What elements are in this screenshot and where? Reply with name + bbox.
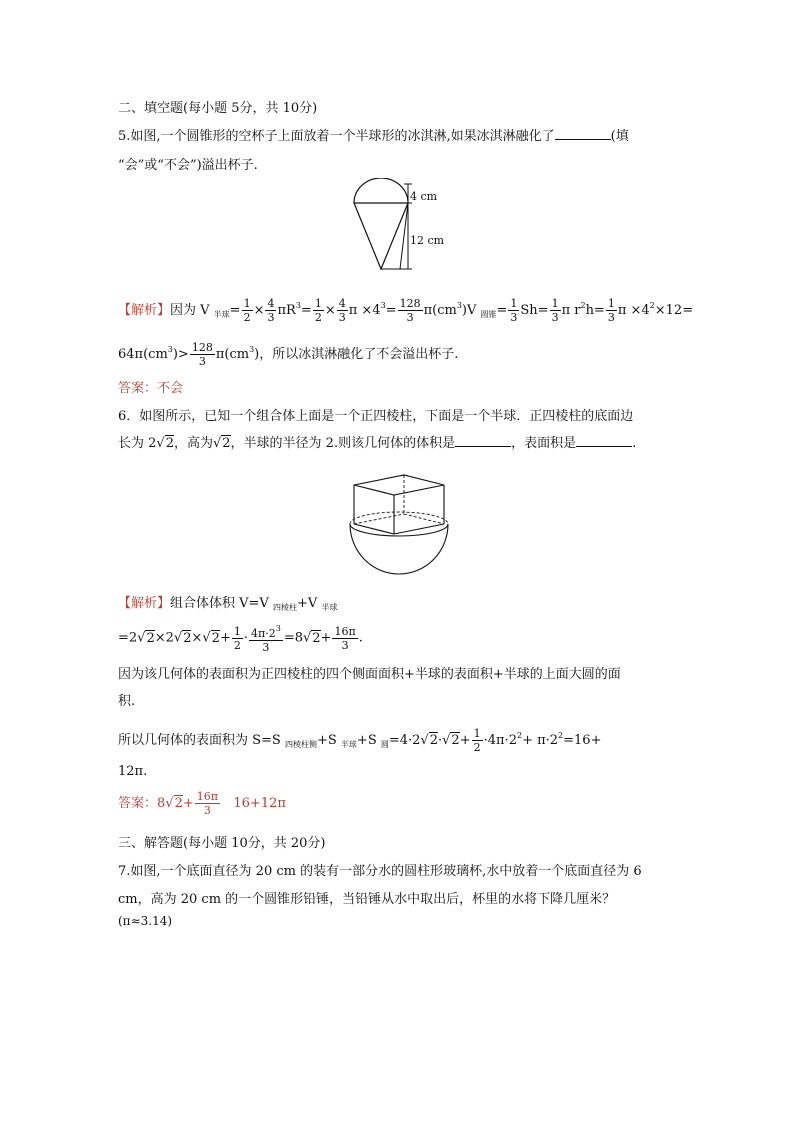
q5-text-line2: “会”或“不会”)溢出杯子. bbox=[118, 158, 258, 173]
q5-analysis-line1: 【解析】因为 V $_{半球}$= $\frac{1}{2}$ × $\frac{4}{3}$ $\pi R^3=$ $\frac{1}{2}$ × $\frac{4}{3}$ $\pi \times 4^3=$ $\frac{128}{3}$ $\pi(cm^3)V$ $_{圆锥}$= $\frac{1}{3}$ Sh= $\frac{1}{3}$ π $r^2h=$ $\frac{1}{3}$ $\pi \times 4^2\times 12=$ bbox=[118, 297, 694, 324]
q6-answer: 答案：8√2+ $\frac{16\pi}{3}$ 16+12π bbox=[118, 790, 286, 817]
q5-text-line1: 5.如图,一个圆锥形的空杯子上面放着一个半球形的冰淇淋,如果冰淇淋融化了 (填 bbox=[118, 129, 629, 144]
q5-analysis-line2: $64\pi(cm^3)>$ $\frac{128}{3}$ $\pi(cm^3)$，所以冰淇淋融化了不会溢出杯子. bbox=[118, 341, 459, 368]
q7-text-line2: cm，高为 20 cm 的一个圆锥形铅锤，当铅锤从水中取出后，杯里的水将下降几厘米？ bbox=[118, 892, 616, 907]
label-12cm: 12 cm bbox=[410, 234, 445, 247]
q6-analysis-line1: 【解析】组合体体积 V=V $_{四棱柱}$+V $_{半球}$ bbox=[118, 596, 338, 612]
q6-analysis-line4: 所以几何体的表面积为 S=S $_{四棱柱侧}$+S $_{半球}$+S $_圆$=4·2√2·√2+ $\frac{1}{2}$ $\cdot 4\pi\cdot 2^2+ \pi\cdot 2^2=16+$ bbox=[118, 727, 602, 754]
q6-volume-blank bbox=[455, 434, 511, 447]
q6-area-blank bbox=[576, 434, 632, 447]
q6-text-line2: 长为 2√2，高为√2，半球的半径为 2.则该几何体的体积是 ，表面积是 . bbox=[118, 436, 637, 451]
prism-hemisphere-diagram bbox=[345, 470, 455, 580]
q6-analysis-line3b: 积. bbox=[118, 694, 136, 709]
q5-answer-blank bbox=[555, 127, 611, 140]
q7-text-line3: (π≈3.14) bbox=[118, 914, 173, 928]
label-4cm: 4 cm bbox=[410, 190, 438, 203]
q6-analysis-line3: 因为该几何体的表面积为正四棱柱的四个侧面面积+半球的表面积+半球的上面大圆的面 bbox=[118, 667, 621, 682]
q6-analysis-line4b: 12π. bbox=[118, 764, 148, 779]
q6-text-line1: 6．如图所示，已知一个组合体上面是一个正四棱柱，下面是一个半球．正四棱柱的底面边 bbox=[118, 409, 634, 424]
section-2-heading: 二、填空题(每小题 5分，共 10分) bbox=[118, 101, 318, 116]
q5-answer: 答案：不会 bbox=[118, 381, 184, 396]
q7-text-line1: 7.如图,一个底面直径为 20 cm 的装有一部分水的圆柱形玻璃杯,水中放着一个底面直径为 6 bbox=[118, 864, 642, 879]
section-3-heading: 三、解答题(每小题 10分，共 20分) bbox=[118, 836, 326, 851]
q6-analysis-line2: =2√2×2√2×√2+ $\frac{1}{2}$ · $\frac{4\pi\cdot 2^3}{3}$ =8√2+ $\frac{16\pi}{3}$ . bbox=[118, 624, 363, 654]
